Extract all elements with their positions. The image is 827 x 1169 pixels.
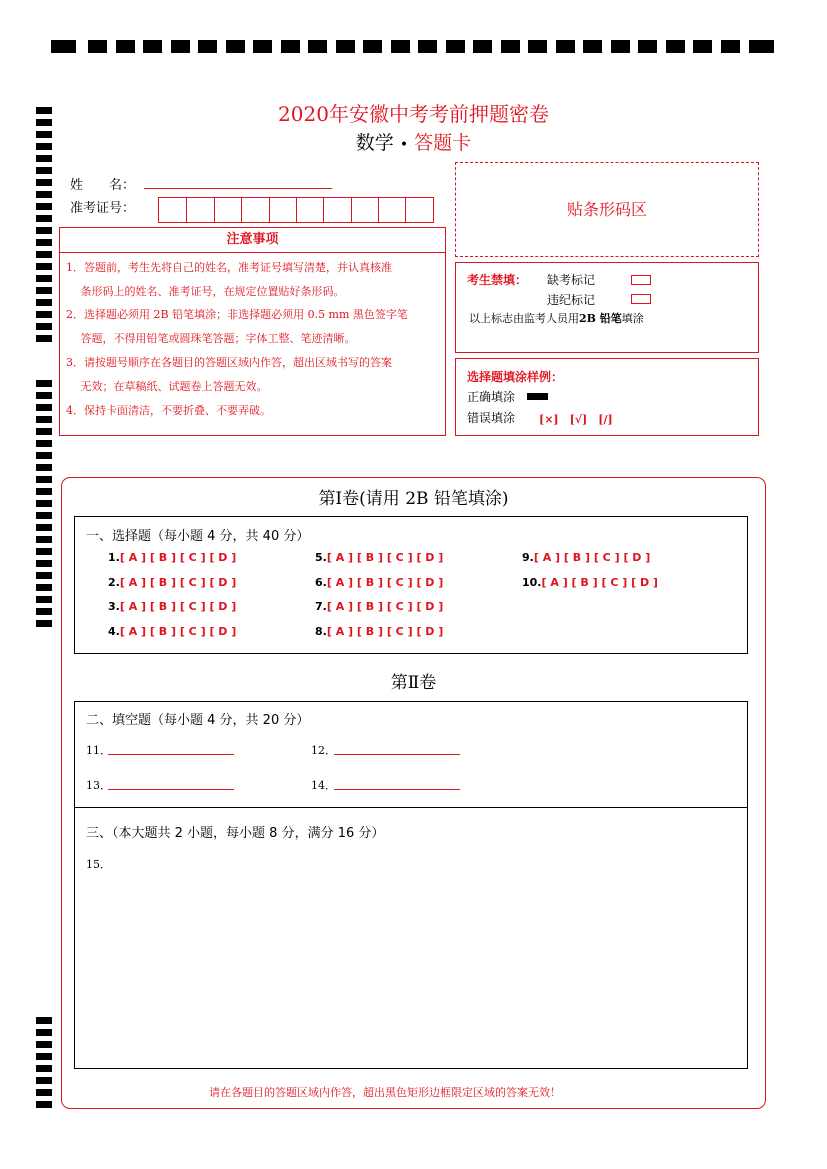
timing-mark (308, 40, 327, 53)
prohibit-note-prefix: 以上标志由监考人员用 (469, 312, 579, 325)
timing-mark (473, 40, 492, 53)
id-label: 准考证号： (70, 201, 136, 216)
timing-mark (198, 40, 217, 53)
timing-mark (36, 1029, 52, 1036)
question-row[interactable] (108, 600, 236, 613)
correct-fill-label: 正确填涂 (467, 390, 516, 404)
timing-mark (281, 40, 300, 53)
name-label: 姓 名： (70, 178, 136, 193)
timing-mark (336, 40, 355, 53)
blank-number: 12． (311, 744, 336, 757)
timing-mark (36, 1101, 52, 1108)
question-number: 2. (108, 576, 120, 589)
timing-mark (36, 1017, 52, 1024)
timing-mark (226, 40, 245, 53)
timing-mark (36, 440, 52, 447)
question-number: 7. (315, 600, 327, 613)
correct-fill-example (527, 393, 548, 400)
question-row[interactable] (315, 625, 443, 638)
solve-section-title: 三、（本大题共 2 小题，每小题 8 分，满分 16 分） (86, 826, 385, 841)
question-options[interactable]: [ A ] [ B ] [ C ] [ D ] (541, 576, 658, 589)
question-options[interactable]: [ A ] [ B ] [ C ] [ D ] (326, 551, 444, 564)
question-options[interactable]: [ A ] [ B ] [ C ] [ D ] (533, 551, 651, 564)
violation-mark-label: 违纪标记 (547, 293, 596, 307)
question-row[interactable] (108, 551, 236, 564)
timing-mark (36, 251, 52, 258)
timing-mark (116, 40, 135, 53)
absent-mark-box[interactable] (631, 275, 651, 285)
timing-mark (36, 476, 52, 483)
timing-mark (36, 584, 52, 591)
question-number: 9. (522, 551, 534, 564)
page-title: 2020年安徽中考考前押题密卷 (278, 102, 549, 126)
subject-label: 数学 (355, 132, 394, 154)
notice-panel (59, 227, 446, 436)
blank-answer-line[interactable] (334, 789, 460, 790)
timing-mark (36, 404, 52, 411)
question-options[interactable]: [ A ] [ B ] [ C ] [ D ] (326, 625, 444, 638)
timing-mark (583, 40, 602, 53)
timing-mark (143, 40, 162, 53)
question-options[interactable]: [ A ] [ B ] [ C ] [ D ] (119, 600, 237, 613)
timing-mark (36, 227, 52, 234)
timing-mark (36, 179, 52, 186)
blank-number: 11． (86, 744, 111, 757)
timing-mark (36, 464, 52, 471)
notice-item: 无效；在草稿纸、试题卷上答题无效。 (66, 380, 268, 393)
blank-number: 14． (311, 779, 336, 792)
question-15-number: 15． (86, 858, 111, 871)
timing-mark (36, 392, 52, 399)
timing-mark (36, 524, 52, 531)
question-number: 6. (315, 576, 327, 589)
wrong-fill-label: 错误填涂 (467, 411, 516, 425)
timing-mark (36, 608, 52, 615)
timing-mark (36, 1065, 52, 1072)
name-field[interactable] (144, 188, 332, 189)
prohibit-note-suffix: 填涂 (621, 312, 644, 325)
prohibit-panel (455, 262, 759, 353)
question-row[interactable] (315, 576, 443, 589)
blank-number: 13． (86, 779, 111, 792)
timing-mark (36, 416, 52, 423)
notice-item: 4．保持卡面清洁，不要折叠、不要弄破。 (66, 404, 271, 417)
blank-answer-line[interactable] (108, 789, 234, 790)
timing-mark (253, 40, 272, 53)
absent-mark-label: 缺考标记 (547, 273, 596, 287)
timing-mark (36, 263, 52, 270)
timing-mark (36, 452, 52, 459)
part1-title: 第Ⅰ卷(请用 2B 铅笔填涂) (318, 489, 509, 509)
sample-title: 选择题填涂样例： (467, 370, 564, 384)
timing-mark (418, 40, 437, 53)
prohibit-note-bold: 2B 铅笔 (579, 312, 622, 325)
question-options[interactable]: [ A ] [ B ] [ C ] [ D ] (326, 600, 444, 613)
timing-mark (51, 40, 76, 53)
fill-section-title: 二、填空题（每小题 4 分，共 20 分） (86, 713, 310, 728)
timing-mark (36, 287, 52, 294)
timing-mark (556, 40, 575, 53)
timing-mark (36, 1077, 52, 1084)
question-15-answer-area[interactable] (100, 875, 730, 1055)
notice-item: 答题，不得用铅笔或圆珠笔答题；字体工整、笔迹清晰。 (66, 332, 356, 345)
notice-title: 注意事项 (60, 228, 445, 253)
question-number: 1. (108, 551, 120, 564)
barcode-area (455, 162, 759, 257)
timing-mark (36, 203, 52, 210)
timing-mark (36, 1053, 52, 1060)
timing-mark (36, 239, 52, 246)
blank-answer-line[interactable] (334, 754, 460, 755)
footer-warning: 请在各题目的答题区域内作答，超出黑色矩形边框限定区域的答案无效！ (209, 1086, 561, 1099)
violation-mark-box[interactable] (631, 294, 651, 304)
barcode-area-label: 贴条形码区 (566, 200, 647, 219)
timing-mark (391, 40, 410, 53)
timing-mark (528, 40, 547, 53)
question-row[interactable] (315, 551, 443, 564)
timing-mark (36, 512, 52, 519)
notice-item: 1．答题前，考生先将自己的姓名，准考证号填写清楚，并认真核准 (66, 261, 392, 274)
timing-mark (171, 40, 190, 53)
timing-mark (638, 40, 657, 53)
timing-mark (36, 548, 52, 555)
choice-section-title: 一、选择题（每小题 4 分，共 40 分） (86, 529, 310, 544)
prohibit-note (469, 310, 644, 326)
question-options[interactable]: [ A ] [ B ] [ C ] [ D ] (326, 576, 444, 589)
question-number: 4. (108, 625, 120, 638)
timing-mark (36, 311, 52, 318)
question-number: 8. (315, 625, 327, 638)
prohibit-title: 考生禁填： (467, 273, 528, 287)
timing-mark (88, 40, 107, 53)
timing-mark (693, 40, 712, 53)
question-row[interactable] (315, 600, 443, 613)
subtitle-separator: • (399, 137, 409, 153)
notice-item: 2．选择题必须用 2B 铅笔填涂；非选择题必须用 0.5 mm 黑色签字笔 (66, 308, 408, 321)
timing-mark (36, 215, 52, 222)
timing-mark (36, 167, 52, 174)
timing-mark (36, 620, 52, 627)
timing-mark (36, 1041, 52, 1048)
question-options[interactable]: [ A ] [ B ] [ C ] [ D ] (119, 576, 237, 589)
sample-panel (455, 358, 759, 436)
timing-mark (666, 40, 685, 53)
notice-item: 3．请按题号顺序在各题目的答题区域内作答，超出区域书写的答案 (66, 356, 392, 369)
timing-mark (749, 40, 774, 53)
timing-mark (721, 40, 740, 53)
timing-mark (36, 299, 52, 306)
question-row[interactable] (108, 576, 236, 589)
timing-mark (36, 155, 52, 162)
question-number: 5. (315, 551, 327, 564)
timing-mark (36, 191, 52, 198)
timing-mark (611, 40, 630, 53)
timing-mark (501, 40, 520, 53)
timing-mark (36, 572, 52, 579)
timing-mark (36, 275, 52, 282)
exam-id-grid[interactable] (158, 197, 434, 223)
timing-mark (36, 335, 52, 342)
timing-mark (363, 40, 382, 53)
wrong-fill-examples: [×] [√] [/] (539, 413, 613, 426)
part2-title: 第Ⅱ卷 (390, 673, 437, 693)
answer-card-label: 答题卡 (414, 132, 472, 154)
page-subtitle (0, 128, 827, 155)
question-number: 10. (522, 576, 542, 589)
timing-mark (36, 323, 52, 330)
question-options[interactable]: [ A ] [ B ] [ C ] [ D ] (119, 551, 237, 564)
question-row[interactable] (108, 625, 236, 638)
question-row[interactable] (522, 576, 658, 589)
timing-mark (36, 560, 52, 567)
blank-answer-line[interactable] (108, 754, 234, 755)
timing-mark (446, 40, 465, 53)
notice-item: 条形码上的姓名、准考证号，在规定位置贴好条形码。 (66, 285, 345, 298)
question-options[interactable]: [ A ] [ B ] [ C ] [ D ] (119, 625, 237, 638)
timing-mark (36, 596, 52, 603)
question-number: 3. (108, 600, 120, 613)
question-row[interactable] (522, 551, 650, 564)
timing-mark (36, 428, 52, 435)
timing-mark (36, 380, 52, 387)
timing-mark (36, 536, 52, 543)
section-divider (75, 807, 747, 808)
